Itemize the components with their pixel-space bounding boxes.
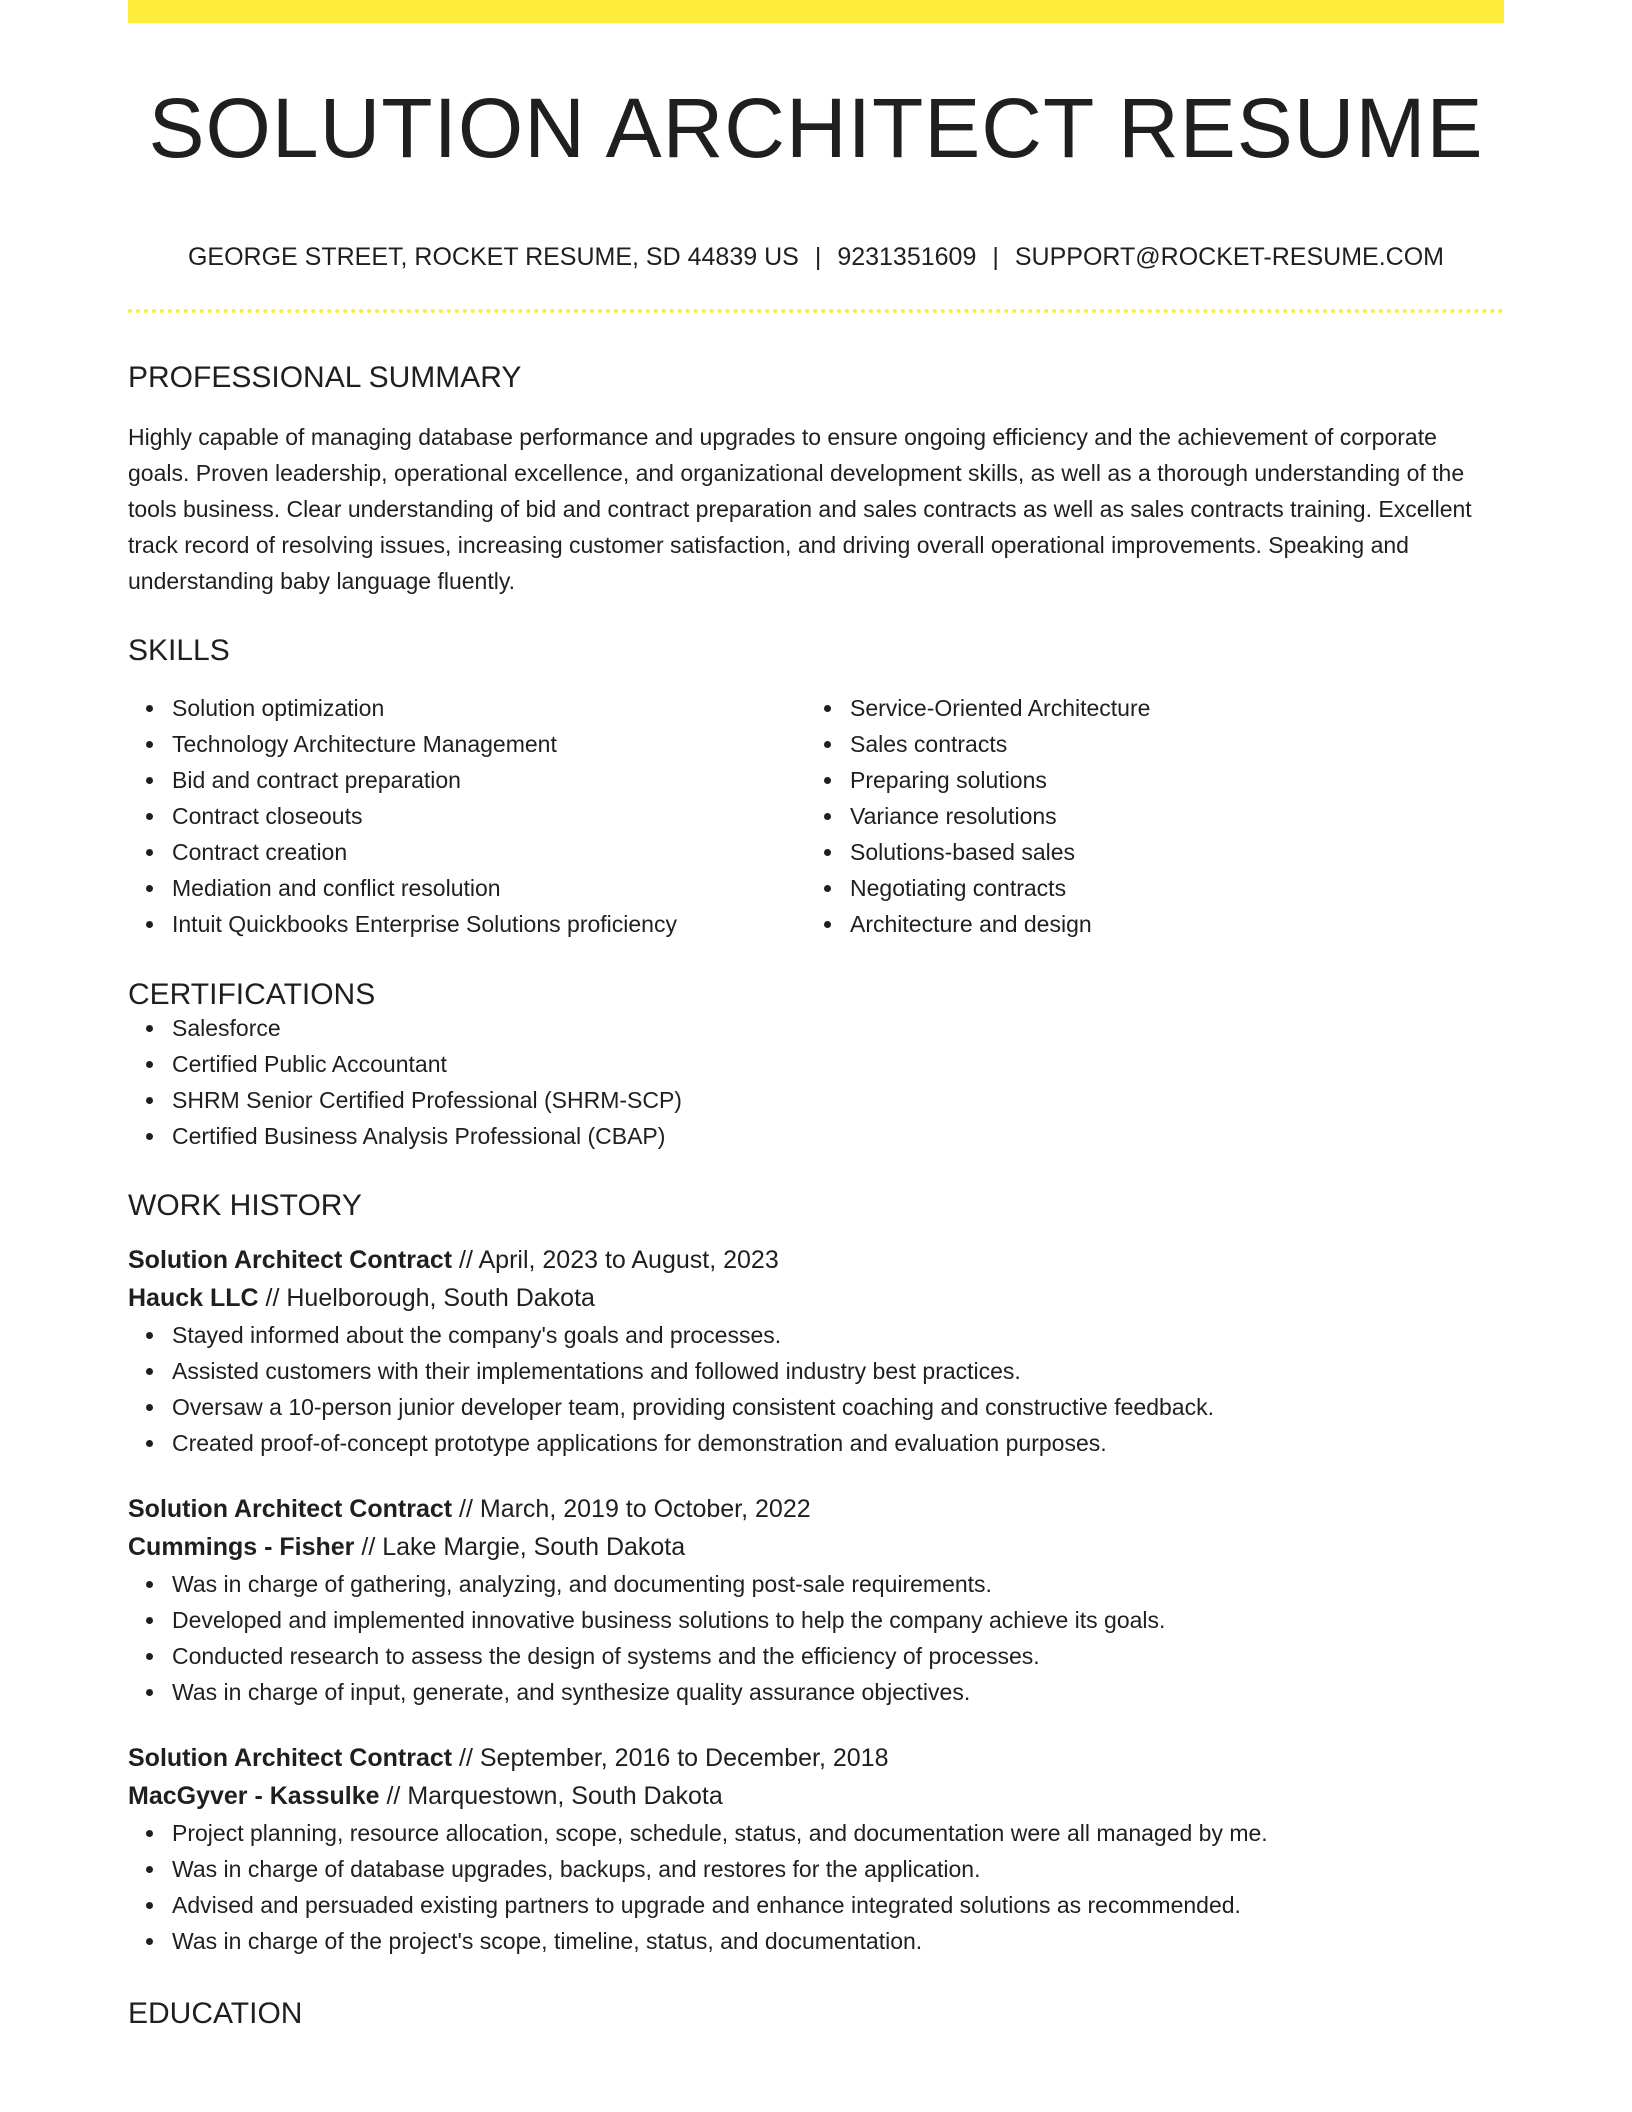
job-dates: // September, 2016 to December, 2018 (452, 1744, 889, 1772)
skill-item: Service-Oriented Architecture (850, 690, 1484, 726)
job-location: // Lake Margie, South Dakota (354, 1533, 686, 1561)
skill-item: Preparing solutions (850, 762, 1484, 798)
job-bullet: Stayed informed about the company's goals and processes. (172, 1317, 1504, 1353)
job-company: Hauck LLC (128, 1284, 259, 1312)
certifications-heading: CERTIFICATIONS (128, 978, 376, 1011)
contact-address: GEORGE STREET, ROCKET RESUME, SD 44839 US (187, 243, 799, 271)
job-title: Solution Architect Contract (128, 1246, 453, 1274)
job-dates: // April, 2023 to August, 2023 (452, 1246, 779, 1274)
certification-item: Salesforce (172, 1010, 1504, 1046)
dotted-divider (128, 309, 1504, 313)
job-company: MacGyver - Kassulke (128, 1782, 380, 1810)
skill-item: Negotiating contracts (850, 870, 1484, 906)
summary-heading: PROFESSIONAL SUMMARY (128, 361, 522, 394)
job-bullet: Oversaw a 10-person junior developer team, providing consistent coaching and constructive feedback. (172, 1389, 1504, 1425)
skills-list-right (806, 690, 1484, 942)
job-company: Cummings - Fisher (128, 1533, 355, 1561)
certification-item: Certified Business Analysis Professional (CBAP) (172, 1118, 1504, 1154)
certification-item: Certified Public Accountant (172, 1046, 1504, 1082)
job-bullets (128, 1566, 1504, 1710)
resume-page (128, 0, 1504, 2029)
contact-phone: 9231351609 (837, 243, 977, 271)
contact-line (128, 245, 1504, 270)
job-entry (128, 1490, 1504, 1710)
job-title: Solution Architect Contract (128, 1495, 453, 1523)
skills-column-left (128, 690, 806, 942)
skills-column-right (806, 690, 1484, 942)
skill-item: Mediation and conflict resolution (172, 870, 806, 906)
resume-title: SOLUTION ARCHITECT RESUME (148, 81, 1484, 175)
job-company-line (128, 1777, 1504, 1815)
job-company-line (128, 1279, 1504, 1317)
job-location: // Huelborough, South Dakota (258, 1284, 595, 1312)
job-location: // Marquestown, South Dakota (379, 1782, 723, 1810)
job-bullet: Assisted customers with their implementations and followed industry best practices. (172, 1353, 1504, 1389)
job-entry (128, 1739, 1504, 1959)
accent-bar (128, 0, 1504, 23)
skill-item: Architecture and design (850, 906, 1484, 942)
job-bullet: Advised and persuaded existing partners to upgrade and enhance integrated solutions as recommended. (172, 1887, 1504, 1923)
job-bullet: Was in charge of the project's scope, timeline, status, and documentation. (172, 1923, 1504, 1959)
contact-separator: | (992, 243, 999, 271)
skills-list-left (128, 690, 806, 942)
work-history-heading: WORK HISTORY (128, 1189, 362, 1222)
contact-email: SUPPORT@ROCKET-RESUME.COM (1014, 243, 1444, 271)
job-bullets (128, 1317, 1504, 1461)
job-bullet: Conducted research to assess the design of systems and the efficiency of processes. (172, 1638, 1504, 1674)
job-dates: // March, 2019 to October, 2022 (452, 1495, 811, 1523)
skill-item: Solution optimization (172, 690, 806, 726)
job-title: Solution Architect Contract (128, 1744, 453, 1772)
skills-heading: SKILLS (128, 634, 230, 667)
skills-grid (128, 690, 1504, 942)
job-bullet: Project planning, resource allocation, scope, schedule, status, and documentation were all managed by me. (172, 1815, 1504, 1851)
contact-separator: | (814, 243, 822, 271)
job-bullet: Created proof-of-concept prototype applications for demonstration and evaluation purposes. (172, 1425, 1504, 1461)
certifications-list (128, 1010, 1504, 1154)
skill-item: Sales contracts (850, 726, 1484, 762)
job-bullet: Was in charge of gathering, analyzing, and documenting post-sale requirements. (172, 1566, 1504, 1602)
skill-item: Variance resolutions (850, 798, 1484, 834)
job-title-line (128, 1739, 1504, 1777)
job-title-line (128, 1241, 1504, 1279)
job-entry (128, 1241, 1504, 1461)
job-bullet: Was in charge of database upgrades, backups, and restores for the application. (172, 1851, 1504, 1887)
job-title-line (128, 1490, 1504, 1528)
skill-item: Intuit Quickbooks Enterprise Solutions proficiency (172, 906, 806, 942)
skill-item: Contract creation (172, 834, 806, 870)
skill-item: Contract closeouts (172, 798, 806, 834)
job-company-line (128, 1528, 1504, 1566)
summary-text: Highly capable of managing database performance and upgrades to ensure ongoing efficiency and the achievement of corporate goals. Proven leadership, operational excellence, and organizational development skills, as well as a thorough understanding of the tools business. Clear understanding of bid and contract preparation and sales contracts as well as sales contracts training. Excellent track record of resolving issues, increasing customer satisfaction, and driving overall operational improvements. Speaking and understanding baby language fluently. (128, 424, 1472, 594)
skill-item: Bid and contract preparation (172, 762, 806, 798)
skill-item: Solutions-based sales (850, 834, 1484, 870)
certification-item: SHRM Senior Certified Professional (SHRM-SCP) (172, 1082, 1504, 1118)
education-heading: EDUCATION (128, 1997, 303, 2030)
job-bullets (128, 1815, 1504, 1959)
job-bullet: Developed and implemented innovative business solutions to help the company achieve its goals. (172, 1602, 1504, 1638)
job-bullet: Was in charge of input, generate, and synthesize quality assurance objectives. (172, 1674, 1504, 1710)
skill-item: Technology Architecture Management (172, 726, 806, 762)
